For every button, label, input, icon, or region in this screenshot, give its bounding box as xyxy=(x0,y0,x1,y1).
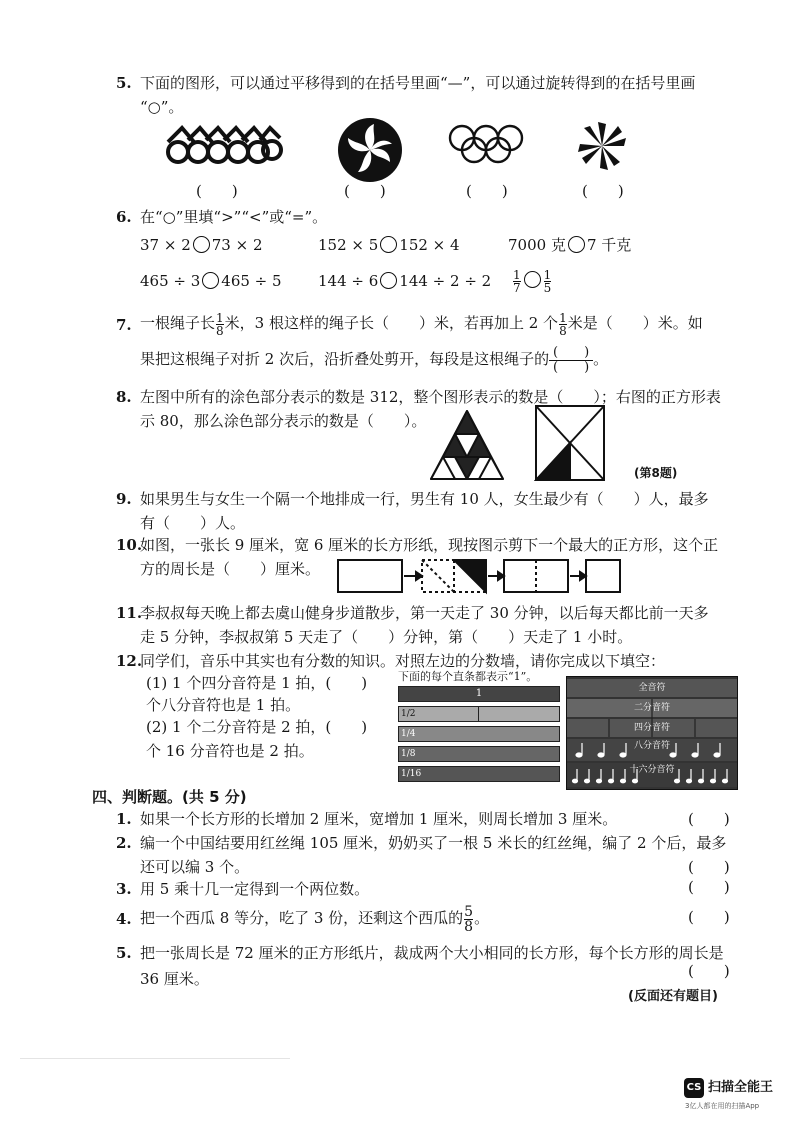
q9-line1: 如果男生与女生一个隔一个地排成一行，男生有 10 人，女生最少有（ ）人，最多 xyxy=(140,490,709,508)
tf3-answer-paren[interactable]: ( ) xyxy=(688,878,730,896)
q5-answer-paren-2[interactable]: ( ) xyxy=(344,182,386,200)
q6-item-4: 465 ÷ 3 465 ÷ 5 xyxy=(140,272,282,290)
q6-item-3: 7000 克 7 千克 xyxy=(508,236,632,254)
q6-item-6 xyxy=(512,266,552,294)
q8-number: 8. xyxy=(116,388,132,406)
q8-line2: 示 80，那么涂色部分表示的数是（ ）。 xyxy=(140,412,427,430)
fraction: $\frac{1}{8}$ xyxy=(559,310,567,338)
q12-sub1-line1: (1) 1 个四分音符是 1 拍，( ) xyxy=(146,674,368,692)
tf1-text: 如果一个长方形的长增加 2 厘米，宽增加 1 厘米，则周长增加 3 厘米。 xyxy=(140,810,618,828)
q12-line1: 同学们，音乐中其实也有分数的知识。对照左边的分数墙，请你完成以下填空： xyxy=(140,652,666,670)
music-note-wall xyxy=(566,676,738,790)
paper-cut-diagram xyxy=(336,556,626,596)
q5-text-line1: 下面的图形，可以通过平移得到的在括号里画“—”，可以通过旋转得到的在括号里画 xyxy=(140,74,696,92)
q6-text: 在“○”里填“>”“<”或“=”。 xyxy=(140,208,328,226)
compare-circle[interactable] xyxy=(568,236,585,253)
q10-line2: 方的周长是（ ）厘米。 xyxy=(140,560,321,578)
wall-row-eighths: 1/8 xyxy=(398,746,560,762)
quarter-note-row: 四分音符 xyxy=(567,719,737,737)
q8-line1: 左图中所有的涂色部分表示的数是 312，整个图形表示的数是（ ）；右图的正方形表 xyxy=(140,388,721,406)
wall-row-whole: 1 xyxy=(398,686,560,702)
tf4-answer-paren[interactable]: ( ) xyxy=(688,908,730,926)
ring-chain-figure xyxy=(160,122,284,168)
fraction-wall xyxy=(398,686,560,786)
wall-row-quarters: 1/4 xyxy=(398,726,560,742)
q7-line2: 果把这根绳子对折 2 次后，沿折叠处剪开，每段是这根绳子的 ( ) ( ) 。 xyxy=(140,344,609,375)
q6-item-1: 37 × 2 73 × 2 xyxy=(140,236,263,254)
q7-line1: 一根绳子长 $\frac{1}{8}$ 米，3 根这样的绳子长（ ）米，若再加上 2 个 $\frac{1}{8}$ 米是（ ）米。如 xyxy=(140,310,703,338)
tf4-text: 把一个西瓜 8 等分，吃了 3 份，还剩这个西瓜的 $\frac{5}{8}$ 。 xyxy=(140,903,490,935)
tf3-number: 3. xyxy=(116,880,132,898)
tf2-text-line1: 编一个中国结要用红丝绳 105 厘米，奶奶买了一根 5 米长的红丝绳，编了 2 个后，最多 xyxy=(140,834,727,852)
fraction: $\frac{5}{8}$ xyxy=(464,903,474,935)
q5-text-line2: “○”。 xyxy=(140,98,184,116)
music-notes-icon xyxy=(567,677,737,789)
q10-number: 10. xyxy=(116,536,143,554)
q12-sub2-line2: 个 16 分音符也是 2 拍。 xyxy=(146,742,314,760)
q9-line2: 有（ ）人。 xyxy=(140,514,246,532)
whole-note-row: 全音符 xyxy=(567,679,737,697)
section4-title: 四、判断题。(共 5 分) xyxy=(92,788,247,806)
compare-circle[interactable] xyxy=(202,272,219,289)
q5-answer-paren-4[interactable]: ( ) xyxy=(582,182,624,200)
scan-edge-line xyxy=(20,1058,290,1059)
sixteenth-note-row: 十六分音符 xyxy=(567,763,737,787)
tf4-number: 4. xyxy=(116,910,132,928)
q5-answer-paren-3[interactable]: ( ) xyxy=(466,182,508,200)
scanner-tagline: 3亿人都在用的扫描App xyxy=(685,1102,760,1110)
wall-row-halves: 1/2 xyxy=(398,706,560,722)
fraction: $\frac{1}{7}$ xyxy=(513,267,521,295)
eighth-note-row: 八分音符 xyxy=(567,739,737,761)
tf5-text-line2: 36 厘米。 xyxy=(140,970,209,988)
tf1-answer-paren[interactable]: ( ) xyxy=(688,810,730,828)
compare-circle[interactable] xyxy=(380,272,397,289)
tf5-text-line1: 把一张周长是 72 厘米的正方形纸片，裁成两个大小相同的长方形，每个长方形的周长是 xyxy=(140,944,724,962)
tf2-number: 2. xyxy=(116,834,132,852)
bauhinia-flower-figure xyxy=(336,116,404,184)
q12-sub1-line2: 个八分音符也是 1 拍。 xyxy=(146,696,301,714)
q12-sub2-line1: (2) 1 个二分音符是 2 拍，( ) xyxy=(146,718,368,736)
q11-line1: 李叔叔每天晚上都去虞山健身步道散步，第一天走了 30 分钟，以后每天都比前一天多 xyxy=(140,604,709,622)
compare-circle[interactable] xyxy=(524,271,541,288)
tf2-text-line2: 还可以编 3 个。 xyxy=(140,858,250,876)
q6-item-5: 144 ÷ 6 144 ÷ 2 ÷ 2 xyxy=(318,272,492,290)
page-footer-note: (反面还有题目) xyxy=(628,989,718,1004)
compare-circle[interactable] xyxy=(193,236,210,253)
fraction-answer-blank[interactable]: ( ) ( ) xyxy=(549,346,593,375)
fraction-wall-title: 下面的每个直条都表示“1”。 xyxy=(398,670,538,683)
square-figure xyxy=(534,404,606,482)
q10-line1: 如图，一张长 9 厘米，宽 6 厘米的长方形纸，现按图示剪下一个最大的正方形，这个正 xyxy=(140,536,719,554)
triangle-figure xyxy=(428,408,506,482)
scanner-app-name: 扫描全能王 xyxy=(708,1080,774,1095)
q6-number: 6. xyxy=(116,208,132,226)
q12-number: 12. xyxy=(116,652,143,670)
q11-number: 11. xyxy=(116,604,143,622)
fraction: $\frac{1}{8}$ xyxy=(216,310,224,338)
q11-line2: 走 5 分钟，李叔叔第 5 天走了（ ）分钟，第（ ）天走了 1 小时。 xyxy=(140,628,633,646)
tf5-answer-paren[interactable]: ( ) xyxy=(688,962,730,980)
pinwheel-star-figure xyxy=(574,118,630,174)
q5-answer-paren-1[interactable]: ( ) xyxy=(196,182,238,200)
wall-row-sixteenths: 1/16 xyxy=(398,766,560,782)
q8-caption: (第8题) xyxy=(634,466,678,480)
scanner-logo-icon: CS xyxy=(684,1078,704,1098)
compare-circle[interactable] xyxy=(380,236,397,253)
tf3-text: 用 5 乘十几一定得到一个两位数。 xyxy=(140,880,370,898)
q6-item-2: 152 × 5 152 × 4 xyxy=(318,236,460,254)
q7-number: 7. xyxy=(116,316,132,334)
fraction: $\frac{1}{5}$ xyxy=(543,267,552,295)
tf5-number: 5. xyxy=(116,944,132,962)
q9-number: 9. xyxy=(116,490,132,508)
tf2-answer-paren[interactable]: ( ) xyxy=(688,858,730,876)
olympic-rings-figure xyxy=(446,122,526,168)
q5-number: 5. xyxy=(116,74,132,92)
half-note-row: 二分音符 xyxy=(567,699,737,717)
tf1-number: 1. xyxy=(116,810,132,828)
